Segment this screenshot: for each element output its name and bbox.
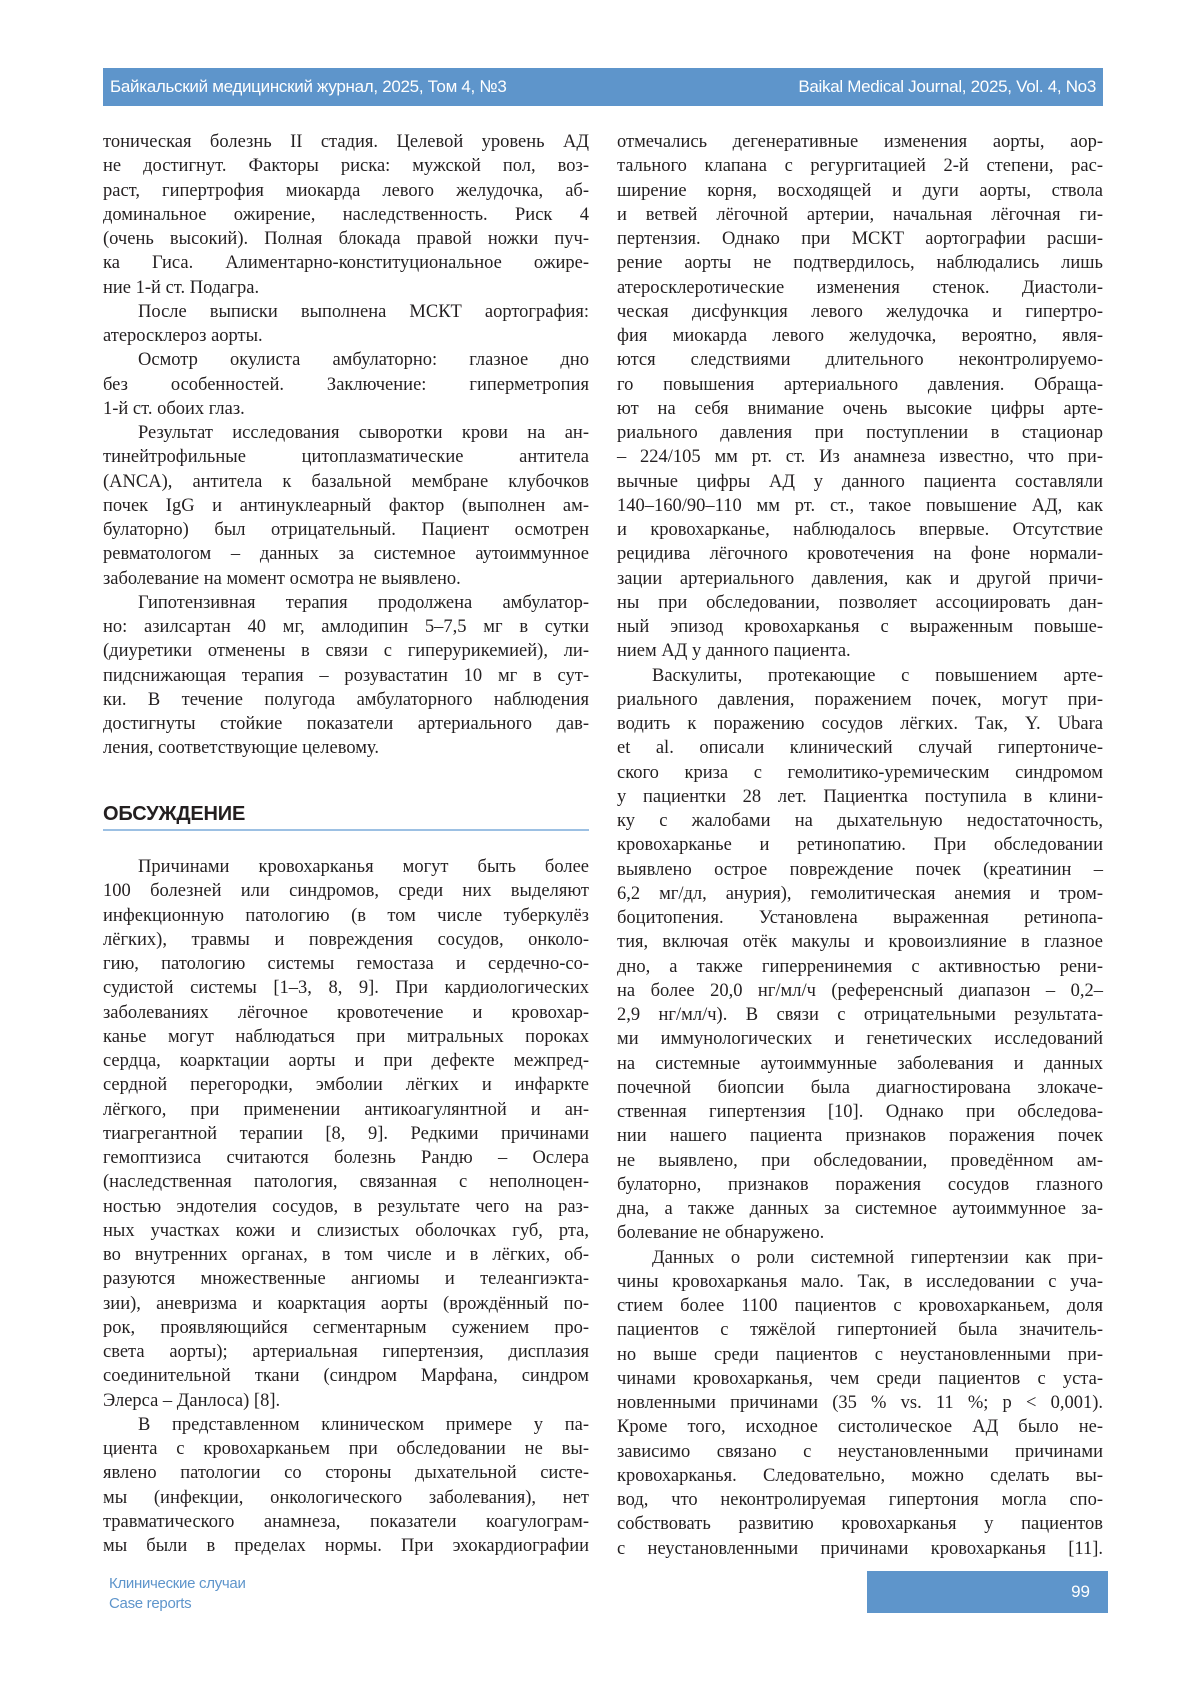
text-line: на более 20,0 нг/мл/ч (референсный диапазон – 0,2–: [617, 979, 1103, 1003]
text-line: ственная гипертензия [10]. Однако при обследова-: [617, 1100, 1103, 1124]
text-line: новленными причинами (35 % vs. 11 %; p < 0,001).: [617, 1391, 1103, 1415]
text-line: сердца, коарктации аорты и при дефекте межпред-: [103, 1049, 589, 1073]
journal-header: [103, 68, 1103, 106]
text-line: 6,2 мг/дл, анурия), гемолитическая анемия и тром-: [617, 882, 1103, 906]
text-line: без особенностей. Заключение: гиперметропия: [103, 373, 589, 397]
text-line: рок, проявляющийся сегментарным сужением про-: [103, 1316, 589, 1340]
text-line: дна, а также данных за системное аутоиммунное за-: [617, 1197, 1103, 1221]
text-line: булаторно, признаков поражения сосудов глазного: [617, 1173, 1103, 1197]
text-line: Кроме того, исходное систолическое АД было не-: [617, 1415, 1103, 1439]
text-line: рецидива лёгочного кровотечения на фоне нормали-: [617, 542, 1103, 566]
text-line: лёгких), травмы и повреждения сосудов, онколо-: [103, 928, 589, 952]
text-line: рение аорты не подтвердилось, наблюдались лишь: [617, 251, 1103, 275]
paragraph: [617, 1246, 1103, 1561]
text-line: тия, включая отёк макулы и кровоизлияние в глазное: [617, 930, 1103, 954]
text-line: у пациентки 28 лет. Пациентка поступила в клини-: [617, 785, 1103, 809]
text-line: но: азилсартан 40 мг, амлодипин 5–7,5 мг в сутки: [103, 615, 589, 639]
text-line: тоническая болезнь II стадия. Целевой уровень АД: [103, 130, 589, 154]
text-line: собствовать развитию кровохарканья у пациентов: [617, 1512, 1103, 1536]
paragraph: [103, 130, 589, 300]
text-line: – 224/105 мм рт. ст. Из анамнеза известно, что при-: [617, 445, 1103, 469]
page-number-box: [867, 1571, 1108, 1613]
text-line: пидснижающая терапия – розувастатин 10 мг в сут-: [103, 664, 589, 688]
paragraph: [617, 664, 1103, 1246]
text-line: ки. В течение полугода амбулаторного наблюдения: [103, 688, 589, 712]
text-line: травматического анамнеза, показатели коагулограм-: [103, 1510, 589, 1534]
text-line: ный эпизод кровохарканья с выраженным повыше-: [617, 615, 1103, 639]
text-line: нии нашего пациента признаков поражения почек: [617, 1124, 1103, 1148]
paragraph: [103, 421, 589, 591]
text-line: булаторно) был отрицательный. Пациент осмотрен: [103, 518, 589, 542]
text-line: почек IgG и антинуклеарный фактор (выполнен ам-: [103, 494, 589, 518]
text-line: ческая дисфункция левого желудочка и гипертро-: [617, 300, 1103, 324]
text-line: канье могут наблюдаться при митральных пороках: [103, 1025, 589, 1049]
text-line: Осмотр окулиста амбулаторно: глазное дно: [103, 348, 589, 372]
text-line: заболевание на момент осмотра не выявлено.: [103, 567, 589, 591]
text-line: лёгкого, при применении антикоагулянтной и ан-: [103, 1098, 589, 1122]
right-column-text: [617, 130, 1103, 1561]
text-line: и кровохарканье, наблюдалось впервые. Отсутствие: [617, 518, 1103, 542]
text-line: (диуретики отменены в связи с гиперурикемией), ли-: [103, 639, 589, 663]
text-line: ностью эндотелия сосудов, в результате чего на раз-: [103, 1195, 589, 1219]
text-line: (очень высокий). Полная блокада правой ножки пуч-: [103, 227, 589, 251]
text-line: пациентов с тяжёлой гипертонией была значитель-: [617, 1318, 1103, 1342]
paragraph: [103, 348, 589, 421]
text-line: разуются множественные ангиомы и телеангиэкта-: [103, 1267, 589, 1291]
text-line: ние 1-й ст. Подагра.: [103, 276, 589, 300]
text-line: не достигнут. Факторы риска: мужской пол, воз-: [103, 154, 589, 178]
text-line: достигнуты стойкие показатели артериального дав-: [103, 712, 589, 736]
text-line: Гипотензивная терапия продолжена амбулатор-: [103, 591, 589, 615]
journal-title-en: Baikal Medical Journal, 2025, Vol. 4, No3: [798, 77, 1096, 97]
text-line: отмечались дегенеративные изменения аорты, аор-: [617, 130, 1103, 154]
text-line: ны при обследовании, позволяет ассоциировать дан-: [617, 591, 1103, 615]
text-line: судистой системы [1–3, 8, 9]. При кардиологических: [103, 976, 589, 1000]
text-line: ку с жалобами на дыхательную недостаточность,: [617, 809, 1103, 833]
text-line: гемоптизиса считаются болезнь Рандю – Ослера: [103, 1146, 589, 1170]
text-line: почечной биопсии была диагностирована злокаче-: [617, 1076, 1103, 1100]
footer-section-en: Case reports: [109, 1594, 246, 1614]
text-line: et al. описали клинический случай гипертониче-: [617, 736, 1103, 760]
text-line: ют на себя внимание очень высокие цифры арте-: [617, 397, 1103, 421]
text-line: 1-й ст. обоих глаз.: [103, 397, 589, 421]
text-line: ных участках кожи и слизистых оболочках губ, рта,: [103, 1219, 589, 1243]
page-number: 99: [1071, 1582, 1090, 1602]
text-line: болевание не обнаружено.: [617, 1221, 1103, 1245]
text-line: явлено патологии со стороны дыхательной систе-: [103, 1461, 589, 1485]
text-line: В представленном клиническом примере у па-: [103, 1413, 589, 1437]
text-line: кровохарканья. Следовательно, можно сделать вы-: [617, 1464, 1103, 1488]
text-line: нием АД у данного пациента.: [617, 639, 1103, 663]
text-line: ми иммунологических и генетических исследований: [617, 1027, 1103, 1051]
text-line: света аорты); артериальная гипертензия, дисплазия: [103, 1340, 589, 1364]
text-line: ются следствиями длительного неконтролируемо-: [617, 348, 1103, 372]
text-line: циента с кровохарканьем при обследовании не вы-: [103, 1437, 589, 1461]
text-line: доминальное ожирение, наследственность. Риск 4: [103, 203, 589, 227]
text-line: сердной перегородки, эмболии лёгких и инфаркте: [103, 1073, 589, 1097]
text-line: зависимо связано с неустановленными причинами: [617, 1440, 1103, 1464]
text-line: стием более 1100 пациентов с кровохарканьем, доля: [617, 1294, 1103, 1318]
text-line: инфекционную патологию (в том числе туберкулёз: [103, 904, 589, 928]
text-line: ского криза с гемолитико-уремическим синдромом: [617, 761, 1103, 785]
text-line: ления, соответствующие целевому.: [103, 736, 589, 760]
text-line: вод, что неконтролируемая гипертония могла спо-: [617, 1488, 1103, 1512]
text-line: зации артериального давления, как и другой причи-: [617, 567, 1103, 591]
text-line: дно, а также гиперренинемия с активностью рени-: [617, 955, 1103, 979]
section-heading-discussion: ОБСУЖДЕНИЕ: [103, 803, 589, 831]
text-line: выявлено острое повреждение почек (креатинин –: [617, 858, 1103, 882]
text-line: раст, гипертрофия миокарда левого желудочка, аб-: [103, 179, 589, 203]
text-line: кровохарканье и ретинопатию. При обследовании: [617, 833, 1103, 857]
text-line: тинейтрофильные цитоплазматические антитела: [103, 445, 589, 469]
left-column-case-text: [103, 130, 589, 761]
text-line: 140–160/90–110 мм рт. ст., такое повышение АД, как: [617, 494, 1103, 518]
text-line: и ветвей лёгочной артерии, начальная лёгочная ги-: [617, 203, 1103, 227]
paragraph: [617, 130, 1103, 664]
text-line: соединительной ткани (синдром Марфана, синдром: [103, 1364, 589, 1388]
text-line: Элерса – Данлоса) [8].: [103, 1389, 589, 1413]
text-line: риального давления, поражением почек, могут при-: [617, 688, 1103, 712]
text-line: Результат исследования сыворотки крови на ан-: [103, 421, 589, 445]
left-column-discussion-text: [103, 855, 589, 1558]
text-line: гию, патологию системы гемостаза и сердечно-со-: [103, 952, 589, 976]
text-line: вычные цифры АД у данного пациента составляли: [617, 470, 1103, 494]
text-line: После выписки выполнена МСКТ аортография:: [103, 300, 589, 324]
text-line: чины кровохарканья мало. Так, в исследовании с уча-: [617, 1270, 1103, 1294]
text-line: мы (инфекции, онкологического заболевания), нет: [103, 1486, 589, 1510]
text-line: 100 болезней или синдромов, среди них выделяют: [103, 879, 589, 903]
text-line: тального клапана с регургитацией 2-й степени, рас-: [617, 154, 1103, 178]
text-line: Васкулиты, протекающие с повышением арте-: [617, 664, 1103, 688]
text-line: ревматологом – данных за системное аутоиммунное: [103, 542, 589, 566]
journal-title-ru: Байкальский медицинский журнал, 2025, Том 4, №3: [110, 77, 506, 97]
text-line: Причинами кровохарканья могут быть более: [103, 855, 589, 879]
text-line: во внутренних органах, в том числе и в лёгких, об-: [103, 1243, 589, 1267]
text-line: ка Гиса. Алиментарно-конституциональное ожире-: [103, 251, 589, 275]
text-line: Данных о роли системной гипертензии как при-: [617, 1246, 1103, 1270]
text-line: зии), аневризма и коарктация аорты (врождённый по-: [103, 1292, 589, 1316]
text-line: боцитопения. Установлена выраженная ретинопа-: [617, 906, 1103, 930]
paragraph: [103, 591, 589, 761]
text-line: чинами кровохарканья, чем среди пациентов с уста-: [617, 1367, 1103, 1391]
text-line: на системные аутоиммунные заболевания и данных: [617, 1052, 1103, 1076]
text-line: мы были в пределах нормы. При эхокардиографии: [103, 1534, 589, 1558]
text-line: с неустановленными причинами кровохарканья [11].: [617, 1537, 1103, 1561]
paragraph: [103, 855, 589, 1413]
footer-section-label: [109, 1574, 246, 1614]
text-line: (ANCA), антитела к базальной мембране клубочков: [103, 470, 589, 494]
text-line: пертензия. Однако при МСКТ аортографии расши-: [617, 227, 1103, 251]
text-line: риального давления при поступлении в стационар: [617, 421, 1103, 445]
text-line: тиагрегантной терапии [8, 9]. Редкими причинами: [103, 1122, 589, 1146]
footer-section-ru: Клинические случаи: [109, 1574, 246, 1594]
text-line: го повышения артериального давления. Обраща-: [617, 373, 1103, 397]
paragraph: [103, 1413, 589, 1559]
text-line: атеросклеротические изменения стенок. Диастоли-: [617, 276, 1103, 300]
text-line: водить к поражению сосудов лёгких. Так, Y. Ubara: [617, 712, 1103, 736]
text-line: не выявлено, при обследовании, проведённом ам-: [617, 1149, 1103, 1173]
text-line: атеросклероз аорты.: [103, 324, 589, 348]
paragraph: [103, 300, 589, 349]
text-line: заболеваниях лёгочное кровотечение и кровохар-: [103, 1001, 589, 1025]
text-line: ширение корня, восходящей и дуги аорты, ствола: [617, 179, 1103, 203]
text-line: 2,9 нг/мл/ч). В связи с отрицательными результата-: [617, 1003, 1103, 1027]
text-line: (наследственная патология, связанная с неполноцен-: [103, 1170, 589, 1194]
text-line: фия миокарда левого желудочка, вероятно, явля-: [617, 324, 1103, 348]
text-line: но выше среди пациентов с неустановленными при-: [617, 1343, 1103, 1367]
